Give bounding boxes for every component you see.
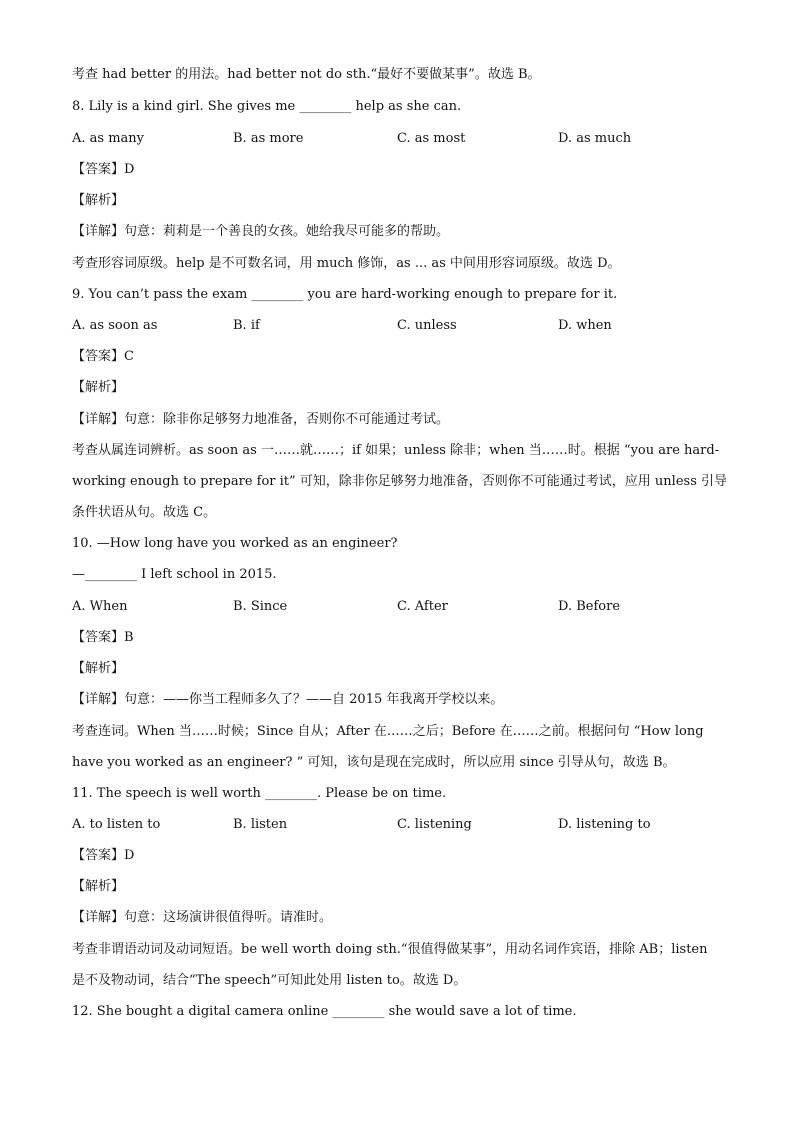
question-11-analysis-label: 【解析】 xyxy=(72,879,125,894)
question-9-answer xyxy=(72,347,734,367)
question-12-stem: 12. She bought a digital camera online ________ she would save a lot of time. xyxy=(72,1004,577,1019)
question-10-options xyxy=(72,597,732,617)
question-10-stem-reply: —________ I left school in 2015. xyxy=(72,567,277,582)
option-a: A. When xyxy=(72,599,128,614)
question-9-options xyxy=(72,316,732,336)
question-9-detail xyxy=(72,410,734,430)
answer-value: C xyxy=(124,349,134,364)
detail-label: 【详解】 xyxy=(72,412,125,427)
question-8-detail xyxy=(72,222,734,242)
option-c: C. as most xyxy=(397,131,466,146)
question-10-explanation-1: 考查连词。When 当……时候；Since 自从；After 在……之后；Before 在……之前。根据问句 “How long xyxy=(72,724,704,739)
question-11-detail xyxy=(72,908,734,928)
option-d: D. Before xyxy=(558,599,621,614)
answer-label: 【答案】 xyxy=(72,848,125,863)
option-d: D. when xyxy=(558,318,612,333)
detail-text: 句意：莉莉是一个善良的女孩。她给我尽可能多的帮助。 xyxy=(124,224,450,239)
question-9-explanation-2: working enough to prepare for it” 可知，除非你足够努力地准备，否则你不可能通过考试，应用 unless 引导 xyxy=(72,474,727,489)
question-11-explanation-2: 是不及物动词，结合“The speech”可知此处用 listen to。故选 D。 xyxy=(72,973,467,988)
question-10-detail xyxy=(72,690,734,710)
option-b: B. Since xyxy=(233,599,288,614)
answer-label: 【答案】 xyxy=(72,630,125,645)
option-c: C. listening xyxy=(397,817,472,832)
detail-label: 【详解】 xyxy=(72,910,125,925)
detail-label: 【详解】 xyxy=(72,692,125,707)
answer-value: D xyxy=(124,848,135,863)
question-8-explanation: 考查形容词原级。help 是不可数名词，用 much 修饰，as ... as 中间用形容词原级。故选 D。 xyxy=(72,256,621,271)
question-9-explanation-1: 考查从属连词辨析。as soon as 一……就……；if 如果；unless 除非；when 当……时。根据 “you are hard- xyxy=(72,443,720,458)
option-b: B. as more xyxy=(233,131,304,146)
option-c: C. unless xyxy=(397,318,457,333)
detail-text: 句意：——你当工程师多久了？——自 2015 年我离开学校以来。 xyxy=(124,692,504,707)
option-c: C. After xyxy=(397,599,448,614)
question-11-options xyxy=(72,815,732,835)
detail-text: 句意：这场演讲很值得听。请准时。 xyxy=(124,910,333,925)
answer-value: B xyxy=(124,630,134,645)
option-a: A. as many xyxy=(72,131,145,146)
question-8-stem: 8. Lily is a kind girl. She gives me ________ help as she can. xyxy=(72,99,462,114)
question-8-analysis-label: 【解析】 xyxy=(72,193,125,208)
question-11-stem: 11. The speech is well worth ________. Please be on time. xyxy=(72,786,447,801)
detail-text: 句意：除非你足够努力地准备，否则你不可能通过考试。 xyxy=(124,412,450,427)
answer-label: 【答案】 xyxy=(72,349,125,364)
option-b: B. listen xyxy=(233,817,288,832)
question-11-answer xyxy=(72,846,734,866)
answer-label: 【答案】 xyxy=(72,162,125,177)
option-a: A. to listen to xyxy=(72,817,161,832)
question-8-options xyxy=(72,129,732,149)
question-10-analysis-label: 【解析】 xyxy=(72,661,125,676)
question-9-analysis-label: 【解析】 xyxy=(72,380,125,395)
question-10-answer xyxy=(72,628,734,648)
question-9-stem: 9. You can’t pass the exam ________ you are hard-working enough to prepare for it. xyxy=(72,287,618,302)
question-11-explanation-1: 考查非谓语动词及动词短语。be well worth doing sth.“很值得做某事”，用动名词作宾语，排除 AB；listen xyxy=(72,942,708,957)
intro-explanation: 考查 had better 的用法。had better not do sth.“最好不要做某事”。故选 B。 xyxy=(72,67,541,82)
answer-value: D xyxy=(124,162,135,177)
option-d: D. listening to xyxy=(558,817,651,832)
option-b: B. if xyxy=(233,318,260,333)
question-9-explanation-3: 条件状语从句。故选 C。 xyxy=(72,505,217,520)
detail-label: 【详解】 xyxy=(72,224,125,239)
question-10-explanation-2: have you worked as an engineer? ” 可知，该句是现在完成时，所以应用 since 引导从句，故选 B。 xyxy=(72,755,676,770)
option-a: A. as soon as xyxy=(72,318,158,333)
question-10-stem: 10. —How long have you worked as an engineer? xyxy=(72,536,398,551)
question-8-answer xyxy=(72,160,734,180)
option-d: D. as much xyxy=(558,131,632,146)
